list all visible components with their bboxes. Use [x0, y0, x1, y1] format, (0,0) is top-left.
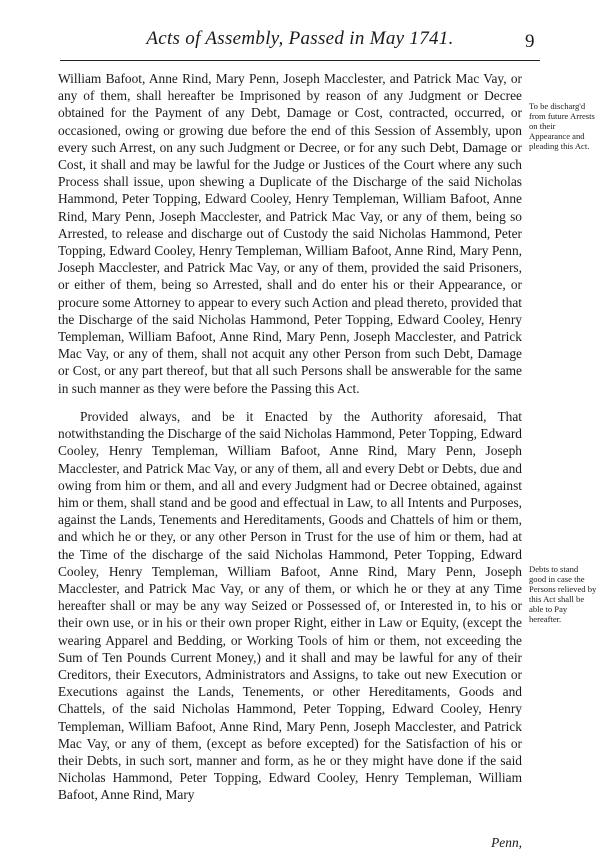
margin-note-discharge: To be discharg'd from future Arrests on their Appearance and pleading this Act.	[529, 101, 595, 151]
page-number: 9	[525, 31, 535, 52]
catchword: Penn,	[491, 835, 522, 850]
body-paragraph-2: Provided always, and be it Enacted by the Authority aforesaid, That notwithstanding the Discharge of the said Nicholas Hammond, Peter Topping, Edward Cooley, Henry Templeman, William Bafoot, Anne Rind, Mary Penn, Joseph Macclester, and Patrick Mac Vay, or any of them, all and every Debt or Debts, due and owing from him or them, and all and every Judgment had or Decree obtained, against him or them, shall stand and be good and effectual in Law, to all Intents and Purposes, against the Lands, Tenements and Hereditaments, Goods and Chattels of him or them, and which he or they, or any other Person in Trust for the use of him or them, had at the Time of the discharge of the said Nicholas Hammond, Peter Topping, Edward Cooley, Henry Templeman, William Bafoot, Anne Rind, Mary Penn, Joseph Macclester, and Patrick Mac Vay, or any of them, or which he or they at any Time hereafter shall or may be any way Seized or Possessed of, or Interested in, to his or their own use, or in his or their own proper Right, either in Law or Equity, (except the wearing Apparel and Bedding, or Working Tools of him or them, not exceeding the Sum of Ten Pounds Current Money,) and it shall and may be lawful for any of their Creditors, their Executors, Administrators and Assigns, to take out new Execution or Executions against the Lands, Tenements, or other Hereditaments, Goods and Chattels, of the said Nicholas Hammond, Peter Topping, Edward Cooley, Henry Templeman, William Bafoot, Anne Rind, Mary Penn, Joseph Macclester, and Patrick Mac Vay, or any of them, (except as before excepted) for the Satisfaction of his or their Debts, in such sort, manner and form, as he or they might have done if the said Nicholas Hammond, Peter Topping, Edward Cooley, Henry Templeman, William Bafoot, Anne Rind, Mary	[58, 409, 522, 803]
running-header-title: Acts of Assembly, Passed in May 1741.	[146, 28, 454, 49]
margin-note-debts: Debts to stand good in case the Persons relieved by this Act shall be able to Pay hereafter.	[529, 564, 597, 624]
running-header	[60, 24, 540, 61]
body-paragraph-1: William Bafoot, Anne Rind, Mary Penn, Joseph Macclester, and Patrick Mac Vay, or any of them, shall hereafter be Imprisoned by reason of any Judgment or Decree obtained for the Payment of any Debt, Damage or Cost, contracted, occurred, or occasioned, owing or growing due before the end of this Session of Assembly, upon every such Arrest, on any such Judgment or Decree, or for any such Debt, Damage or Cost, it shall and may be lawful for the Judge or Justices of the Court where any such Process shall issue, upon shewing a Duplicate of the Discharge of the said Nicholas Hammond, Peter Topping, Edward Cooley, Henry Templeman, William Bafoot, Anne Rind, Mary Penn, Joseph Macclester, and Patrick Mac Vay, or any of them, being so Arrested, to release and discharge out of Custody the said Nicholas Hammond, Peter Topping, Edward Cooley, Henry Templeman, William Bafoot, Anne Rind, Mary Penn, Joseph Macclester, and Patrick Mac Vay, or any of them, provided the said Prisoners, or either of them, being so Arrested, shall and do enter his or their Appearance, or procure some Attorney to appear to every such Action and plead thereto, provided that the Discharge of the said Nicholas Hammond, Peter Topping, Edward Cooley, Henry Templeman, William Bafoot, Anne Rind, Mary Penn, Joseph Macclester, and Patrick Mac Vay, or any of them, shall not acquit any other Person from such Debt, Damage or Cost, or any part thereof, but that all such Persons shall be answerable for the same in such manner as they were before the Passing this Act.	[58, 71, 522, 396]
